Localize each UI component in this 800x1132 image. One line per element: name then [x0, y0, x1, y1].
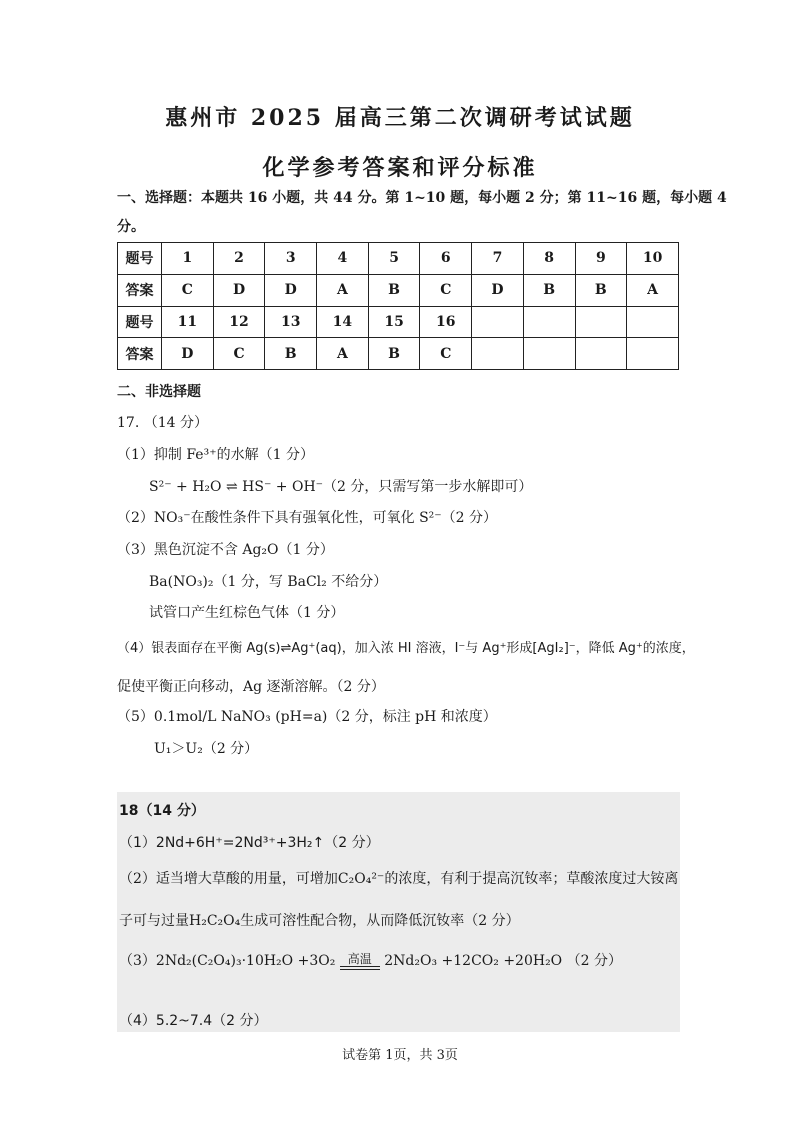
table-cell: 12 — [213, 306, 265, 338]
q17-line-3: （2）NO₃⁻在酸性条件下具有强氧化性，可氧化 S²⁻（2 分） — [117, 510, 498, 526]
table-cell — [472, 338, 524, 370]
q18-line-1: （1）2Nd+6H⁺=2Nd³⁺+3H₂↑（2 分） — [119, 835, 380, 851]
table-cell — [627, 306, 679, 338]
section1-heading: 一、选择题：本题共 16 小题，共 44 分。第 1~10 题，每小题 2 分；第 11~16 题，每小题 4 — [117, 190, 727, 206]
table-cell: B — [523, 274, 575, 306]
q17-line-1: （1）抑制 Fe³⁺的水解（1 分） — [117, 447, 314, 463]
q18-line-5: （4）5.2~7.4（2 分） — [119, 1013, 268, 1029]
table-cell: D — [213, 274, 265, 306]
table-cell — [575, 338, 627, 370]
table-cell: 2 — [213, 243, 265, 275]
equation-right: 2Nd₂O₃ +12CO₂ +20H₂O （2 分） — [384, 953, 622, 969]
row-label: 题号 — [118, 243, 162, 275]
q17-line-7: （4）银表面存在平衡 Ag(s)⇌Ag⁺(aq)，加入浓 HI 溶液，I⁻与 Ag⁺形成[AgI₂]⁻，降低 Ag⁺的浓度， — [117, 641, 695, 656]
q17-title: 17. （14 分） — [117, 415, 208, 431]
q17-line-4: （3）黑色沉淀不含 Ag₂O（1 分） — [117, 542, 334, 558]
table-cell — [575, 306, 627, 338]
table-cell: 11 — [162, 306, 214, 338]
q17-line-10: U₁＞U₂（2 分） — [154, 741, 259, 757]
table-cell: A — [317, 274, 369, 306]
table-cell — [523, 306, 575, 338]
table-cell: 10 — [627, 243, 679, 275]
table-cell: 6 — [420, 243, 472, 275]
table-cell: 13 — [265, 306, 317, 338]
table-cell: 7 — [472, 243, 524, 275]
table-cell: 4 — [317, 243, 369, 275]
table-cell — [523, 338, 575, 370]
equation-left: （3）2Nd₂(C₂O₄)₃·10H₂O +3O₂ — [119, 953, 336, 969]
q17-line-6: 试管口产生红棕色气体（1 分） — [149, 605, 345, 621]
section2-heading: 二、非选择题 — [117, 384, 201, 400]
section1-heading-cont: 分。 — [117, 219, 145, 235]
table-cell: C — [420, 338, 472, 370]
q18-line-4 — [119, 950, 622, 970]
table-cell: D — [472, 274, 524, 306]
table-cell: 1 — [162, 243, 214, 275]
double-line-icon — [340, 966, 380, 970]
q17-line-2: S²⁻ + H₂O ⇌ HS⁻ + OH⁻（2 分，只需写第一步水解即可） — [149, 479, 533, 495]
table-row — [118, 306, 679, 338]
q18-title: 18（14 分） — [119, 803, 205, 819]
table-cell: 15 — [368, 306, 420, 338]
table-cell: D — [265, 274, 317, 306]
table-cell: 16 — [420, 306, 472, 338]
table-cell: C — [213, 338, 265, 370]
q17-line-8: 促使平衡正向移动，Ag 逐渐溶解。（2 分） — [117, 679, 385, 695]
row-label: 答案 — [118, 338, 162, 370]
table-row — [118, 243, 679, 275]
table-cell: 14 — [317, 306, 369, 338]
q18-line-3: 子可与过量H₂C₂O₄生成可溶性配合物，从而降低沉钕率（2 分） — [119, 913, 520, 929]
table-cell: 9 — [575, 243, 627, 275]
table-cell: B — [368, 274, 420, 306]
row-label: 题号 — [118, 306, 162, 338]
answer-table — [117, 242, 679, 370]
table-cell: C — [162, 274, 214, 306]
table-cell: B — [368, 338, 420, 370]
table-cell: B — [575, 274, 627, 306]
table-cell: 8 — [523, 243, 575, 275]
table-cell: C — [420, 274, 472, 306]
q17-line-5: Ba(NO₃)₂（1 分，写 BaCl₂ 不给分） — [149, 574, 388, 590]
reaction-arrow — [340, 953, 380, 970]
table-cell: D — [162, 338, 214, 370]
table-row — [118, 274, 679, 306]
page-footer: 试卷第 1页，共 3页 — [342, 1048, 458, 1063]
table-row — [118, 338, 679, 370]
page-subtitle: 化学参考答案和评分标准 — [262, 155, 538, 181]
table-cell: A — [627, 274, 679, 306]
table-cell: 3 — [265, 243, 317, 275]
row-label: 答案 — [118, 274, 162, 306]
table-cell: A — [317, 338, 369, 370]
table-cell: 5 — [368, 243, 420, 275]
q17-line-9: （5）0.1mol/L NaNO₃ (pH=a)（2 分，标注 pH 和浓度） — [117, 709, 497, 725]
reaction-condition: 高温 — [347, 951, 372, 966]
table-cell: B — [265, 338, 317, 370]
table-cell — [627, 338, 679, 370]
table-cell — [472, 306, 524, 338]
page-title: 惠州市 2025 届高三第二次调研考试试题 — [165, 105, 635, 131]
q18-line-2: （2）适当增大草酸的用量，可增加C₂O₄²⁻的浓度，有利于提高沉钕率；草酸浓度过大铵离 — [119, 871, 679, 887]
